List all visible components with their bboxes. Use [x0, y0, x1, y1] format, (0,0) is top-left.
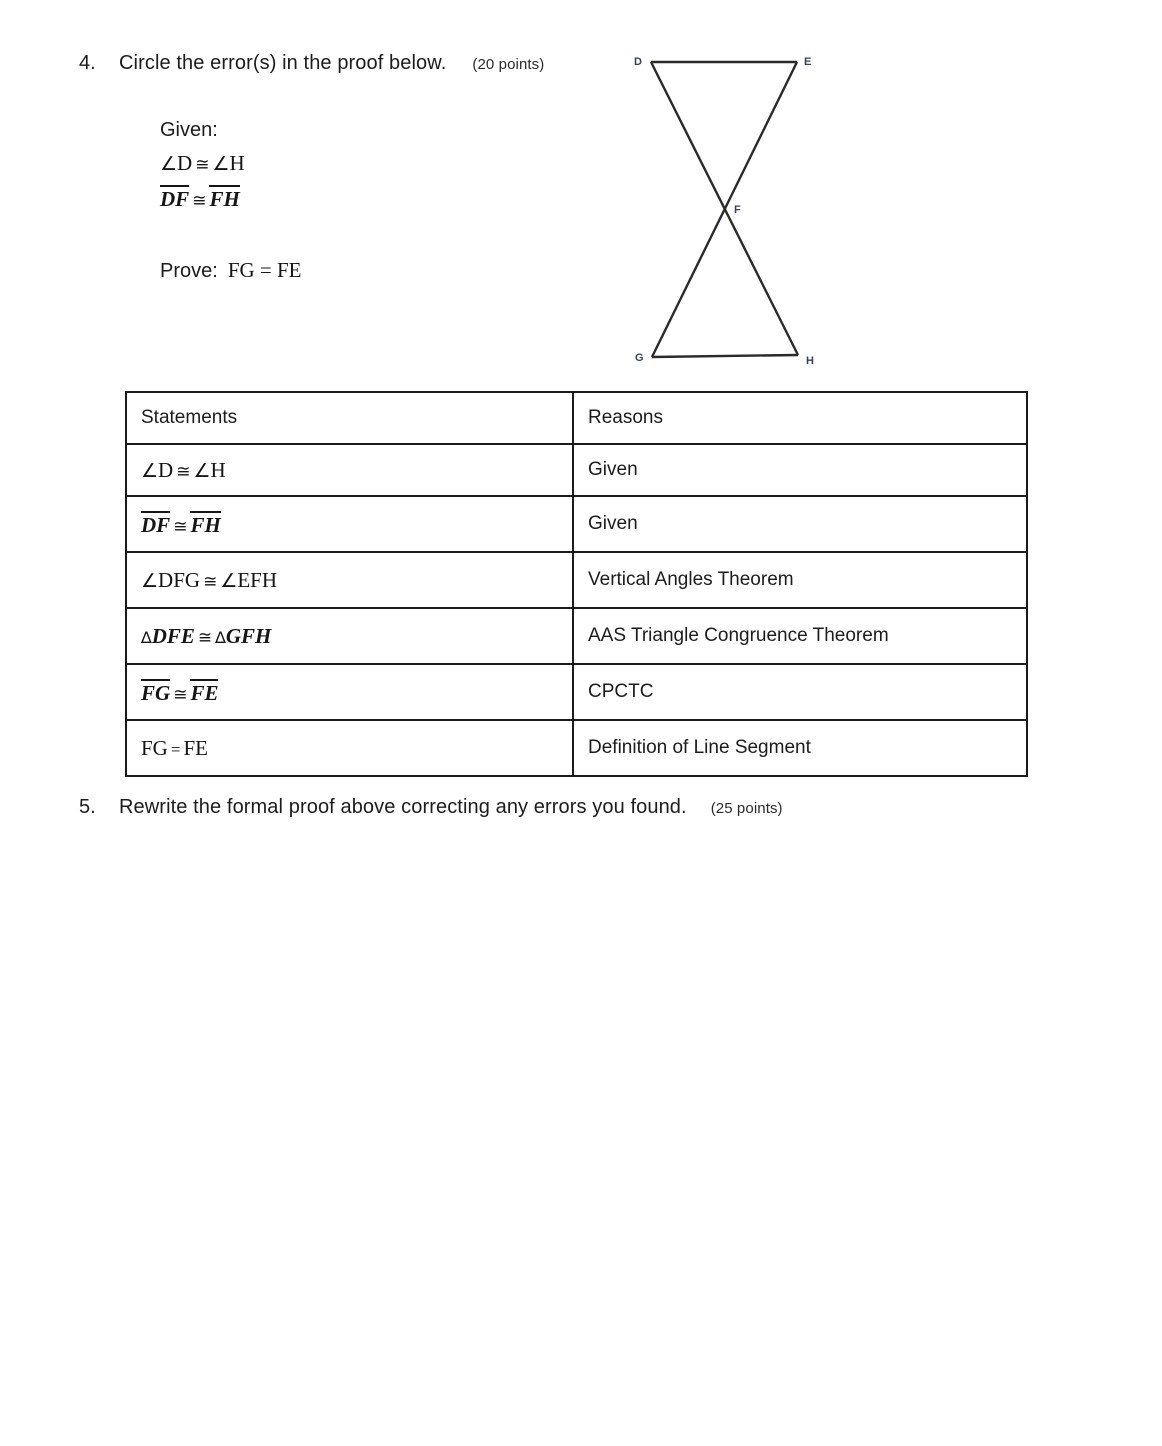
statement-cell-5	[126, 664, 573, 720]
statement-term-b: GFH	[225, 623, 272, 648]
statement-cell-2	[126, 496, 573, 552]
prove-statement: FG = FE	[227, 258, 302, 282]
statement-term-b: FH	[190, 512, 221, 537]
given-prove-block	[160, 115, 302, 283]
table-row	[126, 552, 1027, 608]
table-header-row	[126, 392, 1027, 444]
column-header-reasons: Reasons	[573, 392, 1027, 444]
congruent-symbol: ≅	[197, 627, 213, 647]
statement-cell-3	[126, 552, 573, 608]
statement-term-b: FE	[190, 680, 219, 705]
congruent-symbol: ≅	[192, 191, 207, 210]
table-row	[126, 496, 1027, 552]
triangle-symbol-left: ∆	[141, 627, 152, 647]
statement-cell-6	[126, 720, 573, 776]
question-4-number: 4.	[79, 52, 96, 74]
proof-table	[125, 391, 1028, 777]
bowtie-diagram	[610, 40, 840, 380]
angle-symbol-right: ∠	[193, 459, 211, 482]
angle-symbol-right: ∠	[212, 153, 230, 175]
given-statement-segments	[160, 185, 302, 212]
statement-term-b: FE	[183, 735, 208, 760]
statement-expression	[141, 458, 226, 482]
statement-term-b: H	[210, 457, 226, 482]
given-angle-right-point: H	[229, 151, 245, 175]
reason-cell-1: Given	[573, 444, 1027, 496]
question-4	[79, 52, 544, 75]
vertex-label-D: D	[634, 56, 642, 68]
question-5-number: 5.	[79, 796, 96, 818]
statement-term-a: D	[158, 457, 174, 482]
prove-label: Prove:	[160, 260, 218, 282]
question-4-text: Circle the error(s) in the proof below.	[119, 52, 447, 74]
equals-symbol: =	[170, 739, 181, 759]
question-5-text: Rewrite the formal proof above correcting any errors you found.	[119, 796, 687, 818]
prove-line	[160, 258, 302, 283]
vertex-label-H: H	[806, 355, 814, 367]
congruent-symbol: ≅	[173, 516, 188, 536]
statement-cell-4	[126, 608, 573, 664]
congruent-symbol: ≅	[173, 684, 188, 704]
question-5-points: (25 points)	[710, 800, 783, 817]
congruent-symbol: ≅	[203, 571, 218, 591]
table-row	[126, 608, 1027, 664]
triangle-symbol-right: ∆	[215, 627, 226, 647]
statement-expression	[141, 681, 218, 705]
reason-cell-6: Definition of Line Segment	[573, 720, 1027, 776]
given-statement-angles	[160, 151, 302, 176]
statement-term-a: DFG	[158, 567, 201, 592]
table-row	[126, 720, 1027, 776]
table-row	[126, 444, 1027, 496]
column-header-statements: Statements	[126, 392, 573, 444]
statement-term-a: DFE	[151, 623, 195, 648]
segment-FH: FH	[209, 187, 240, 211]
statement-term-a: FG	[141, 680, 171, 705]
statement-expression	[141, 736, 208, 760]
given-label: Given:	[160, 119, 218, 141]
statement-expression	[141, 568, 277, 592]
reason-cell-5: CPCTC	[573, 664, 1027, 720]
statement-expression	[141, 513, 221, 537]
segment-GH	[652, 355, 798, 357]
vertex-label-F: F	[734, 204, 741, 216]
statement-term-a: DF	[141, 512, 171, 537]
angle-symbol-left: ∠	[141, 459, 159, 482]
statement-term-b: EFH	[237, 567, 278, 592]
bowtie-diagram-svg	[610, 40, 840, 380]
statement-expression	[141, 624, 271, 648]
table-row	[126, 664, 1027, 720]
question-5	[79, 796, 783, 819]
congruent-symbol: ≅	[195, 155, 210, 174]
given-angle-left-point: D	[177, 151, 193, 175]
segment-DF: DF	[160, 187, 190, 211]
angle-symbol-left: ∠	[160, 153, 178, 175]
angle-symbol-left: ∠	[141, 569, 159, 592]
statement-term-a: FG	[141, 735, 168, 760]
question-4-points: (20 points)	[472, 56, 545, 73]
vertex-label-E: E	[804, 56, 812, 68]
reason-cell-3: Vertical Angles Theorem	[573, 552, 1027, 608]
reason-cell-4: AAS Triangle Congruence Theorem	[573, 608, 1027, 664]
congruent-symbol: ≅	[176, 461, 191, 481]
statement-cell-1	[126, 444, 573, 496]
vertex-label-G: G	[635, 352, 644, 364]
proof-table-body	[126, 392, 1027, 776]
reason-cell-2: Given	[573, 496, 1027, 552]
angle-symbol-right: ∠	[220, 569, 238, 592]
